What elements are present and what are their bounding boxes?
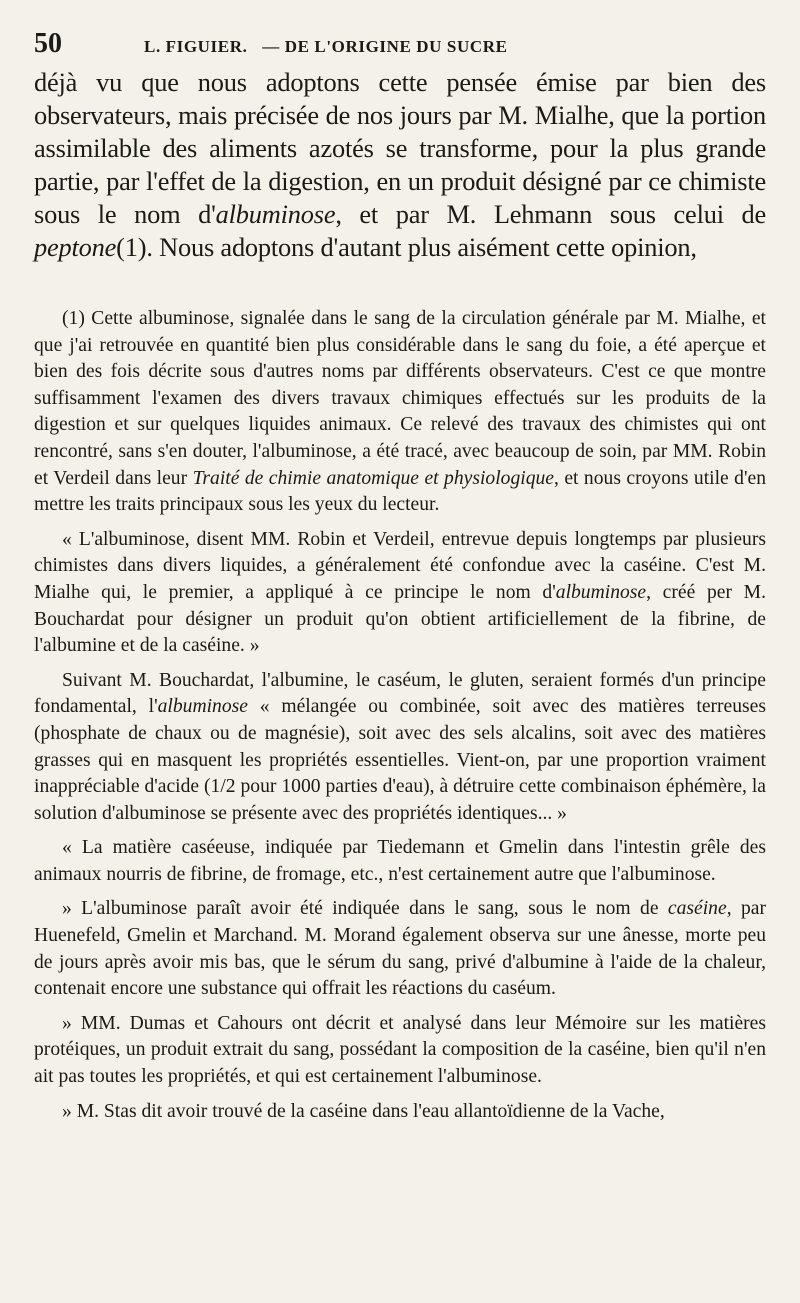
- footnote-text-run: , par Huenefeld, Gmelin et Marchand. M. Morand également observa sur une ânesse, morte peu de jours après avoir mis bas, que le sérum du sang, privé d'albumine à l'aide de la chaleur, contenait encore une substance qui offrait les réactions du caséum.: [34, 898, 766, 1000]
- running-title-author: L. FIGUIER.: [144, 37, 248, 56]
- main-text-run: , et par M. Lehmann sous celui de: [335, 199, 766, 229]
- main-paragraph: [34, 66, 766, 264]
- footnote-text-run: , et nous croyons utile d'en mettre les traits principaux sous les yeux du lecteur.: [34, 467, 766, 516]
- footnote-text-run: « mélangée ou combinée, soit avec des matières terreuses (phosphate de chaux ou de magnésie), soit avec des sels alcalins, soit avec des matières grasses qui en masquent les propriétés essentielles. Vient-on, par une proportion vraiment inappréciable d'acide (1/2 pour 1000 parties d'eau), à détruire cette combinaison éphémère, la solution d'albuminose se présente avec des propriétés identiques... »: [34, 696, 766, 824]
- main-text-run: (1). Nous adoptons d'autant plus aisément cette opinion,: [116, 232, 697, 262]
- term-albuminose: albuminose: [157, 696, 248, 718]
- footnote-paragraph: » MM. Dumas et Cahours ont décrit et analysé dans leur Mémoire sur les matières protéiques, un produit extrait du sang, possédant la composition de la caséine, bien qu'il n'en ait pas toutes les propriétés, et qui est certainement l'albuminose.: [34, 1012, 766, 1088]
- book-title: Traité de chimie anatomique et physiologique: [192, 467, 554, 489]
- footnote-text-run: (1) Cette albuminose, signalée dans le sang de la circulation générale par M. Mialhe, et que j'ai retrouvée en quantité bien plus considérable dans le sang du foie, a été aperçue et bien des fois décrite sous d'autres noms par différents observateurs. C'est ce que montre suffisamment l'examen des divers travaux chimiques effectués sur les produits de la digestion et sur quelques liquides animaux. Ce relevé des travaux des chimistes qui ont rencontré, sans s'en douter, l'albuminose, a été tracé, avec beaucoup de soin, par MM. Robin et Verdeil dans leur: [34, 308, 766, 489]
- term-albuminose: albuminose: [215, 199, 336, 229]
- footnote: [34, 306, 766, 1125]
- footnote-paragraph: [34, 896, 766, 1002]
- page-number: 50: [34, 28, 62, 59]
- term-albuminose: albuminose: [555, 581, 647, 603]
- main-text-run: déjà vu que nous adoptons cette pensée émise par bien des observateurs, mais précisée de nos jours par M. Mialhe, que la portion assimilable des aliments azotés se transforme, pour la plus grande partie, par l'effet de la digestion, en un produit désigné par ce chimiste sous le nom d': [34, 67, 766, 229]
- footnote-text-run: Suivant M. Bouchardat, l'albumine, le caséum, le gluten, seraient formés d'un principe fondamental, l': [34, 669, 766, 718]
- footnote-text-run: » L'albuminose paraît avoir été indiquée dans le sang, sous le nom de: [62, 898, 668, 920]
- running-title-dash: —: [262, 37, 280, 56]
- term-caseine: caséine: [667, 898, 727, 920]
- running-title: [144, 37, 508, 57]
- footnote-text-run: « L'albuminose, disent MM. Robin et Verdeil, entrevue depuis longtemps par plusieurs chimistes dans divers liquides, a généralement été confondue avec la caséine. C'est M. Mialhe qui, le premier, a appliqué à ce principe le nom d': [34, 528, 766, 603]
- footnote-paragraph: [34, 306, 766, 519]
- running-head: [34, 28, 766, 64]
- footnote-text-run: , créé per M. Bouchardat pour désigner un produit qu'on obtient artificiellement de la fibrine, de l'albumine et de la caséine. »: [34, 581, 766, 657]
- footnote-paragraph: » M. Stas dit avoir trouvé de la caséine dans l'eau allantoïdienne de la Vache,: [62, 1100, 665, 1122]
- running-title-text: DE L'ORIGINE DU SUCRE: [284, 37, 508, 56]
- main-text: [34, 66, 766, 264]
- term-peptone: peptone: [34, 232, 117, 262]
- footnote-paragraph: « La matière caséeuse, indiquée par Tiedemann et Gmelin dans l'intestin grêle des animaux nourris de fibrine, de fromage, etc., n'est certainement autre que l'albuminose.: [34, 837, 766, 885]
- footnote-paragraph: [34, 527, 766, 660]
- book-page: [34, 28, 766, 1125]
- footnote-paragraph: [34, 668, 766, 828]
